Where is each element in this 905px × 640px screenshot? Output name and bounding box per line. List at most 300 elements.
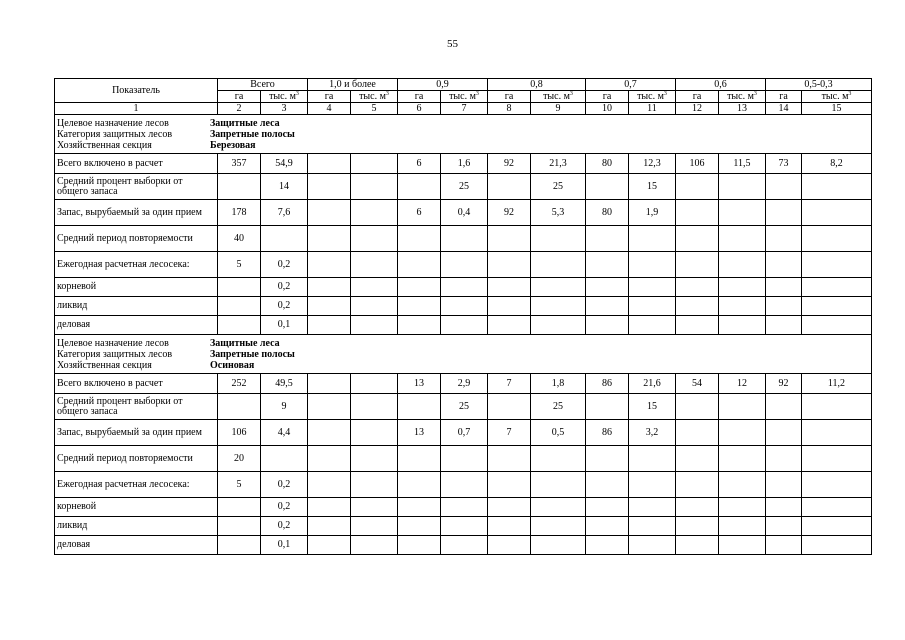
table-cell	[351, 226, 398, 252]
table-cell	[308, 154, 351, 174]
table-cell	[719, 252, 766, 278]
table-cell	[629, 278, 676, 297]
unit-volume-superscript: 3	[475, 90, 479, 97]
table-cell	[719, 517, 766, 536]
table-cell	[766, 446, 802, 472]
header-group: Всего	[218, 79, 308, 91]
table-cell	[802, 174, 872, 200]
table-cell	[308, 446, 351, 472]
table-cell: 15	[629, 394, 676, 420]
table-cell: 0,5	[531, 420, 586, 446]
table-cell	[351, 316, 398, 335]
header-unit-ha: га	[676, 91, 719, 103]
unit-volume-superscript: 3	[848, 90, 852, 97]
table-cell	[766, 316, 802, 335]
table-cell	[766, 498, 802, 517]
table-cell	[766, 517, 802, 536]
table-cell: 80	[586, 200, 629, 226]
table-cell	[351, 174, 398, 200]
table-cell	[629, 536, 676, 555]
header-unit-volume	[531, 91, 586, 103]
table-cell	[308, 297, 351, 316]
table-cell	[629, 517, 676, 536]
row-label: Средний процент выборки от общего запаса	[55, 394, 218, 420]
table-cell	[351, 252, 398, 278]
table-row	[55, 226, 872, 252]
table-cell	[586, 498, 629, 517]
unit-volume-text: тыс. м	[727, 90, 754, 102]
table-row	[55, 278, 872, 297]
table-cell	[629, 226, 676, 252]
table-cell: 11,5	[719, 154, 766, 174]
table-cell	[586, 278, 629, 297]
table-cell	[802, 278, 872, 297]
row-label: Запас, вырубаемый за один прием	[55, 200, 218, 226]
section-value: Защитные леса	[210, 337, 280, 349]
table-cell	[676, 394, 719, 420]
table-cell	[719, 200, 766, 226]
table-cell	[351, 297, 398, 316]
column-number: 8	[488, 103, 531, 115]
section-value: Осиновая	[210, 359, 255, 371]
section-header	[55, 115, 872, 154]
table-cell: 73	[766, 154, 802, 174]
table-cell: 25	[531, 394, 586, 420]
table-cell	[398, 316, 441, 335]
table-cell	[398, 297, 441, 316]
table-cell	[398, 252, 441, 278]
table-cell	[398, 536, 441, 555]
table-cell	[218, 394, 261, 420]
table-cell	[488, 316, 531, 335]
table-cell	[802, 420, 872, 446]
table-cell	[629, 446, 676, 472]
table-cell	[586, 297, 629, 316]
table-cell	[441, 536, 488, 555]
row-label: ликвид	[55, 297, 218, 316]
table-cell: 12,3	[629, 154, 676, 174]
table-cell	[218, 517, 261, 536]
table-cell	[308, 174, 351, 200]
section-value: Березовая	[210, 139, 256, 151]
table-cell	[351, 200, 398, 226]
table-cell: 1,8	[531, 374, 586, 394]
table-cell	[308, 200, 351, 226]
table-cell	[218, 316, 261, 335]
header-group: 0,9	[398, 79, 488, 91]
table-row	[55, 174, 872, 200]
table-cell: 15	[629, 174, 676, 200]
table-cell: 40	[218, 226, 261, 252]
row-label: Всего включено в расчет	[55, 154, 218, 174]
table-cell: 0,1	[261, 316, 308, 335]
table-cell	[586, 517, 629, 536]
table-cell	[629, 316, 676, 335]
table-cell	[531, 226, 586, 252]
table-cell: 54	[676, 374, 719, 394]
table-cell: 0,2	[261, 517, 308, 536]
section-value: Запретные полосы	[210, 348, 295, 360]
table-cell	[676, 517, 719, 536]
table-cell	[218, 297, 261, 316]
table-cell	[802, 394, 872, 420]
table-cell	[308, 226, 351, 252]
table-cell	[766, 420, 802, 446]
table-cell	[351, 446, 398, 472]
unit-volume-superscript: 3	[295, 90, 299, 97]
section-line	[57, 129, 869, 140]
table-cell: 54,9	[261, 154, 308, 174]
column-number: 7	[441, 103, 488, 115]
column-number: 5	[351, 103, 398, 115]
header-unit-ha: га	[488, 91, 531, 103]
table-cell: 9	[261, 394, 308, 420]
column-number: 4	[308, 103, 351, 115]
table-cell	[488, 252, 531, 278]
table-cell: 12	[719, 374, 766, 394]
table-cell	[676, 226, 719, 252]
row-label: корневой	[55, 498, 218, 517]
column-number: 12	[676, 103, 719, 115]
table-cell	[351, 472, 398, 498]
table-cell	[441, 278, 488, 297]
table-cell: 2,9	[441, 374, 488, 394]
header-group: 0,6	[676, 79, 766, 91]
table-cell	[802, 297, 872, 316]
table-cell	[441, 297, 488, 316]
forest-cutting-table	[54, 78, 872, 555]
table-cell	[676, 536, 719, 555]
table-cell: 49,5	[261, 374, 308, 394]
table-cell	[766, 297, 802, 316]
table-cell	[676, 174, 719, 200]
column-number: 11	[629, 103, 676, 115]
table-cell	[488, 278, 531, 297]
table-cell	[719, 316, 766, 335]
table-cell	[488, 517, 531, 536]
section-key: Хозяйственная секция	[57, 139, 152, 151]
table-cell	[676, 297, 719, 316]
table-cell	[802, 472, 872, 498]
table-row	[55, 394, 872, 420]
table-cell	[676, 472, 719, 498]
header-group: 0,8	[488, 79, 586, 91]
table-cell: 20	[218, 446, 261, 472]
table-cell	[531, 472, 586, 498]
row-label: Ежегодная расчетная лесосека:	[55, 252, 218, 278]
table-cell	[766, 174, 802, 200]
table-cell: 252	[218, 374, 261, 394]
table-cell	[441, 498, 488, 517]
table-row	[55, 536, 872, 555]
table-cell	[351, 154, 398, 174]
header-unit-ha: га	[398, 91, 441, 103]
table-cell: 1,6	[441, 154, 488, 174]
table-cell	[802, 498, 872, 517]
header-indicator: Показатель	[55, 79, 218, 103]
table-cell	[719, 472, 766, 498]
header-unit-volume	[261, 91, 308, 103]
table-cell: 8,2	[802, 154, 872, 174]
section-line	[57, 360, 869, 371]
row-label: Всего включено в расчет	[55, 374, 218, 394]
table-cell: 1,9	[629, 200, 676, 226]
table-cell	[766, 200, 802, 226]
table-cell: 0,2	[261, 498, 308, 517]
table-row	[55, 517, 872, 536]
table-cell	[676, 316, 719, 335]
unit-volume-text: тыс. м	[637, 90, 664, 102]
table-cell	[766, 472, 802, 498]
table-cell	[586, 226, 629, 252]
table-cell	[719, 394, 766, 420]
table-cell	[676, 446, 719, 472]
table-cell: 21,6	[629, 374, 676, 394]
table-cell	[719, 446, 766, 472]
table-cell	[351, 420, 398, 446]
table-cell	[308, 252, 351, 278]
table-cell: 178	[218, 200, 261, 226]
table-cell	[398, 394, 441, 420]
table-cell	[488, 297, 531, 316]
table-cell	[398, 174, 441, 200]
table-cell	[766, 226, 802, 252]
table-cell	[308, 420, 351, 446]
table-cell	[218, 278, 261, 297]
header-group: 0,5-0,3	[766, 79, 872, 91]
table-cell	[676, 498, 719, 517]
table-cell: 86	[586, 374, 629, 394]
table-cell	[261, 446, 308, 472]
unit-volume-superscript: 3	[385, 90, 389, 97]
table-cell: 357	[218, 154, 261, 174]
row-label: Запас, вырубаемый за один прием	[55, 420, 218, 446]
table-cell	[676, 420, 719, 446]
table-row	[55, 200, 872, 226]
table-cell	[586, 446, 629, 472]
table-cell	[676, 278, 719, 297]
unit-volume-text: тыс. м	[359, 90, 386, 102]
table-cell	[398, 498, 441, 517]
table-cell	[802, 536, 872, 555]
row-label: Средний процент выборки от общего запаса	[55, 174, 218, 200]
header-unit-volume	[441, 91, 488, 103]
table-cell	[488, 394, 531, 420]
table-cell	[488, 472, 531, 498]
table-cell	[308, 498, 351, 517]
table-cell: 0,2	[261, 472, 308, 498]
table-cell: 5,3	[531, 200, 586, 226]
table-cell: 5	[218, 252, 261, 278]
table-row	[55, 472, 872, 498]
table-cell	[531, 278, 586, 297]
row-label: деловая	[55, 316, 218, 335]
header-unit-ha: га	[586, 91, 629, 103]
header-unit-volume	[629, 91, 676, 103]
table-cell: 5	[218, 472, 261, 498]
section-key: Целевое назначение лесов	[57, 117, 169, 129]
header-unit-volume	[802, 91, 872, 103]
table-cell: 11,2	[802, 374, 872, 394]
table-cell: 92	[488, 200, 531, 226]
table-cell	[488, 226, 531, 252]
table-cell: 0,2	[261, 297, 308, 316]
table-cell	[719, 174, 766, 200]
table-cell	[802, 226, 872, 252]
table-cell: 0,7	[441, 420, 488, 446]
table-cell	[719, 536, 766, 555]
table-cell	[488, 446, 531, 472]
table-cell	[586, 252, 629, 278]
header-unit-ha: га	[766, 91, 802, 103]
table-row	[55, 498, 872, 517]
column-number: 10	[586, 103, 629, 115]
table-cell	[586, 174, 629, 200]
table-cell	[676, 252, 719, 278]
table-cell	[351, 394, 398, 420]
table-cell: 14	[261, 174, 308, 200]
table-cell	[398, 472, 441, 498]
section-key: Категория защитных лесов	[57, 128, 173, 140]
column-number: 14	[766, 103, 802, 115]
table-cell: 92	[766, 374, 802, 394]
table-cell	[441, 316, 488, 335]
section-key: Категория защитных лесов	[57, 348, 173, 360]
table-cell	[676, 200, 719, 226]
table-cell	[719, 498, 766, 517]
row-label: Ежегодная расчетная лесосека:	[55, 472, 218, 498]
table-cell: 7,6	[261, 200, 308, 226]
table-cell	[766, 536, 802, 555]
table-cell	[441, 252, 488, 278]
table-cell	[308, 394, 351, 420]
table-cell	[308, 517, 351, 536]
column-number: 9	[531, 103, 586, 115]
row-label: Средний период повторяемости	[55, 226, 218, 252]
table-cell	[351, 536, 398, 555]
section-header	[55, 335, 872, 374]
table-cell: 92	[488, 154, 531, 174]
table-cell: 4,4	[261, 420, 308, 446]
table-cell	[308, 472, 351, 498]
table-cell	[586, 472, 629, 498]
page-number: 55	[447, 38, 458, 50]
unit-volume-text: тыс. м	[821, 90, 849, 102]
table-cell: 6	[398, 154, 441, 174]
header-unit-ha: га	[308, 91, 351, 103]
table-cell: 25	[441, 174, 488, 200]
table-cell	[398, 278, 441, 297]
table-cell	[218, 536, 261, 555]
unit-volume-superscript: 3	[753, 90, 757, 97]
table-cell: 3,2	[629, 420, 676, 446]
table-cell	[218, 174, 261, 200]
column-number: 15	[802, 103, 872, 115]
table-cell: 0,2	[261, 278, 308, 297]
section-line	[57, 338, 869, 349]
table-cell	[802, 446, 872, 472]
header-group: 0,7	[586, 79, 676, 91]
table-cell: 0,2	[261, 252, 308, 278]
table-cell	[586, 394, 629, 420]
table-cell: 25	[441, 394, 488, 420]
table-cell: 13	[398, 374, 441, 394]
column-number: 13	[719, 103, 766, 115]
unit-volume-superscript: 3	[569, 90, 573, 97]
table-cell	[488, 498, 531, 517]
section-line	[57, 349, 869, 360]
unit-volume-superscript: 3	[663, 90, 667, 97]
table-cell	[802, 517, 872, 536]
unit-volume-text: тыс. м	[269, 90, 296, 102]
row-label: ликвид	[55, 517, 218, 536]
table-cell: 7	[488, 374, 531, 394]
header-unit-volume	[719, 91, 766, 103]
table-cell: 106	[676, 154, 719, 174]
table-cell	[719, 420, 766, 446]
section-value: Защитные леса	[210, 117, 280, 129]
table-cell	[398, 446, 441, 472]
table-cell: 7	[488, 420, 531, 446]
section-key: Целевое назначение лесов	[57, 337, 169, 349]
table-cell	[308, 374, 351, 394]
table-cell	[766, 394, 802, 420]
table-cell	[802, 252, 872, 278]
table-cell	[351, 278, 398, 297]
table-cell	[398, 517, 441, 536]
table-row	[55, 316, 872, 335]
table-row	[55, 252, 872, 278]
header-unit-ha: га	[218, 91, 261, 103]
row-label: Средний период повторяемости	[55, 446, 218, 472]
table-cell	[441, 517, 488, 536]
table-cell	[308, 536, 351, 555]
table-cell	[488, 536, 531, 555]
table-cell	[719, 278, 766, 297]
table-cell	[398, 226, 441, 252]
table-cell	[766, 278, 802, 297]
table-cell: 21,3	[531, 154, 586, 174]
table-cell	[531, 252, 586, 278]
row-label: корневой	[55, 278, 218, 297]
table-row	[55, 374, 872, 394]
column-number: 3	[261, 103, 308, 115]
row-label: деловая	[55, 536, 218, 555]
table-row	[55, 154, 872, 174]
column-number: 2	[218, 103, 261, 115]
table-cell: 80	[586, 154, 629, 174]
table-cell	[629, 297, 676, 316]
table-cell	[488, 174, 531, 200]
table-cell: 6	[398, 200, 441, 226]
unit-volume-text: тыс. м	[449, 90, 476, 102]
table-cell	[531, 536, 586, 555]
table-cell	[802, 200, 872, 226]
column-number: 6	[398, 103, 441, 115]
table-cell	[308, 316, 351, 335]
table-cell	[531, 297, 586, 316]
table-cell	[531, 446, 586, 472]
header-group: 1,0 и более	[308, 79, 398, 91]
table-cell: 0,4	[441, 200, 488, 226]
unit-volume-text: тыс. м	[543, 90, 570, 102]
table-cell: 106	[218, 420, 261, 446]
table-cell	[351, 374, 398, 394]
table-cell	[308, 278, 351, 297]
table-cell: 0,1	[261, 536, 308, 555]
section-value: Запретные полосы	[210, 128, 295, 140]
table-cell	[531, 517, 586, 536]
